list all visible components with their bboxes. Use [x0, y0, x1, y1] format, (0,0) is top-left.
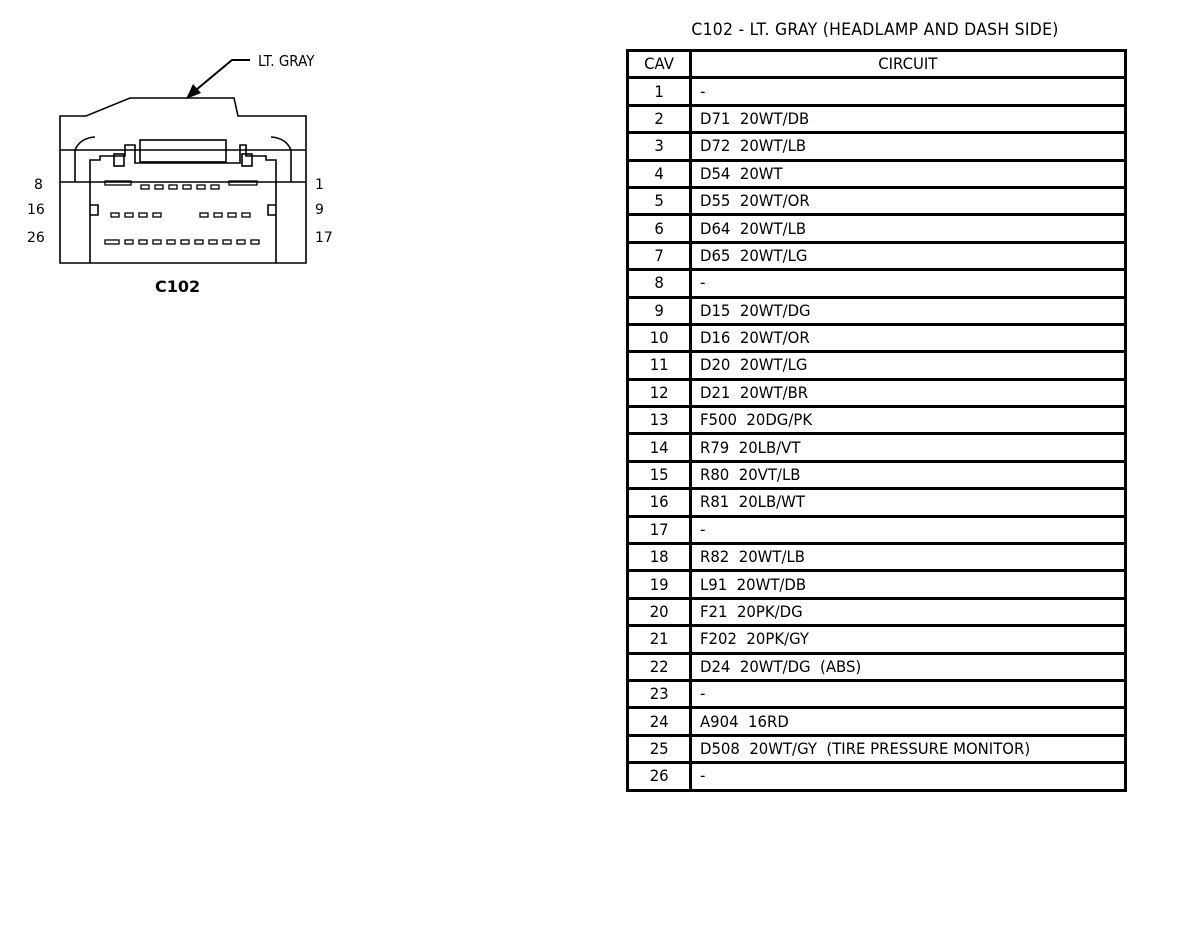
circuit-cell: D15 20WT/DG: [691, 297, 1126, 324]
table-row: [628, 571, 1126, 598]
cav-cell: 19: [628, 571, 691, 598]
cav-cell: 16: [628, 489, 691, 516]
circuit-cell: -: [691, 516, 1126, 543]
circuit-cell: R80 20VT/LB: [691, 461, 1126, 488]
circuit-cell: D65 20WT/LG: [691, 242, 1126, 269]
cav-cell: 14: [628, 434, 691, 461]
cav-cell: 1: [628, 78, 691, 105]
circuit-cell: D72 20WT/LB: [691, 133, 1126, 160]
table-row: [628, 105, 1126, 132]
circuit-cell: D54 20WT: [691, 160, 1126, 187]
connector-diagram: [0, 0, 360, 310]
cav-cell: 21: [628, 626, 691, 653]
table-row: [628, 297, 1126, 324]
cav-cell: 6: [628, 215, 691, 242]
cav-cell: 2: [628, 105, 691, 132]
column-header-circuit: CIRCUIT: [691, 51, 1126, 78]
table-row: [628, 379, 1126, 406]
table-row: [628, 763, 1126, 790]
table-row: [628, 708, 1126, 735]
circuit-cell: -: [691, 270, 1126, 297]
circuit-cell: F21 20PK/DG: [691, 598, 1126, 625]
cav-cell: 26: [628, 763, 691, 790]
circuit-cell: R82 20WT/LB: [691, 544, 1126, 571]
table-row: [628, 270, 1126, 297]
color-leader-arrow: [186, 60, 250, 99]
cavity-label-left-3: 26: [27, 230, 45, 246]
table-body: [628, 78, 1126, 790]
circuit-cell: F202 20PK/GY: [691, 626, 1126, 653]
cav-cell: 17: [628, 516, 691, 543]
cavity-label-right-2: 9: [315, 202, 324, 218]
cav-cell: 24: [628, 708, 691, 735]
cav-cell: 13: [628, 407, 691, 434]
table-row: [628, 626, 1126, 653]
cav-cell: 23: [628, 680, 691, 707]
circuit-cell: A904 16RD: [691, 708, 1126, 735]
circuit-cell: D508 20WT/GY (TIRE PRESSURE MONITOR): [691, 735, 1126, 762]
cavity-label-left-2: 16: [27, 202, 45, 218]
cav-cell: 3: [628, 133, 691, 160]
table-row: [628, 242, 1126, 269]
table-row: [628, 352, 1126, 379]
circuit-cell: -: [691, 763, 1126, 790]
column-header-cav: CAV: [628, 51, 691, 78]
table-row: [628, 78, 1126, 105]
cavity-table: [626, 49, 1127, 792]
table-row: [628, 133, 1126, 160]
connector-outline: [60, 98, 306, 263]
cav-cell: 18: [628, 544, 691, 571]
table-row: [628, 489, 1126, 516]
cav-cell: 15: [628, 461, 691, 488]
table-row: [628, 160, 1126, 187]
circuit-cell: F500 20DG/PK: [691, 407, 1126, 434]
circuit-cell: -: [691, 680, 1126, 707]
circuit-cell: R79 20LB/VT: [691, 434, 1126, 461]
cav-cell: 9: [628, 297, 691, 324]
table-row: [628, 215, 1126, 242]
table-row: [628, 407, 1126, 434]
cav-cell: 20: [628, 598, 691, 625]
circuit-cell: L91 20WT/DB: [691, 571, 1126, 598]
cav-cell: 11: [628, 352, 691, 379]
table-row: [628, 598, 1126, 625]
table-row: [628, 187, 1126, 214]
circuit-cell: D64 20WT/LB: [691, 215, 1126, 242]
cav-cell: 4: [628, 160, 691, 187]
cav-cell: 12: [628, 379, 691, 406]
cav-cell: 25: [628, 735, 691, 762]
circuit-cell: D16 20WT/OR: [691, 324, 1126, 351]
connector-color-label: LT. GRAY: [258, 53, 315, 71]
circuit-cell: D55 20WT/OR: [691, 187, 1126, 214]
cav-cell: 5: [628, 187, 691, 214]
connector-name: C102: [155, 277, 201, 296]
circuit-cell: R81 20LB/WT: [691, 489, 1126, 516]
circuit-cell: -: [691, 78, 1126, 105]
table-row: [628, 516, 1126, 543]
table-row: [628, 680, 1126, 707]
table-title: C102 - LT. GRAY (HEADLAMP AND DASH SIDE): [691, 20, 1059, 40]
cav-cell: 22: [628, 653, 691, 680]
cavity-label-right-3: 17: [315, 230, 333, 246]
circuit-cell: D20 20WT/LG: [691, 352, 1126, 379]
table-row: [628, 324, 1126, 351]
circuit-cell: D24 20WT/DG (ABS): [691, 653, 1126, 680]
circuit-cell: D21 20WT/BR: [691, 379, 1126, 406]
table-row: [628, 544, 1126, 571]
cav-cell: 8: [628, 270, 691, 297]
table-row: [628, 434, 1126, 461]
cavity-label-left-1: 8: [34, 177, 43, 193]
table-row: [628, 735, 1126, 762]
circuit-cell: D71 20WT/DB: [691, 105, 1126, 132]
table-row: [628, 461, 1126, 488]
table-header-row: [628, 51, 1126, 78]
cavity-label-right-1: 1: [315, 177, 324, 193]
cav-cell: 7: [628, 242, 691, 269]
table-row: [628, 653, 1126, 680]
cav-cell: 10: [628, 324, 691, 351]
